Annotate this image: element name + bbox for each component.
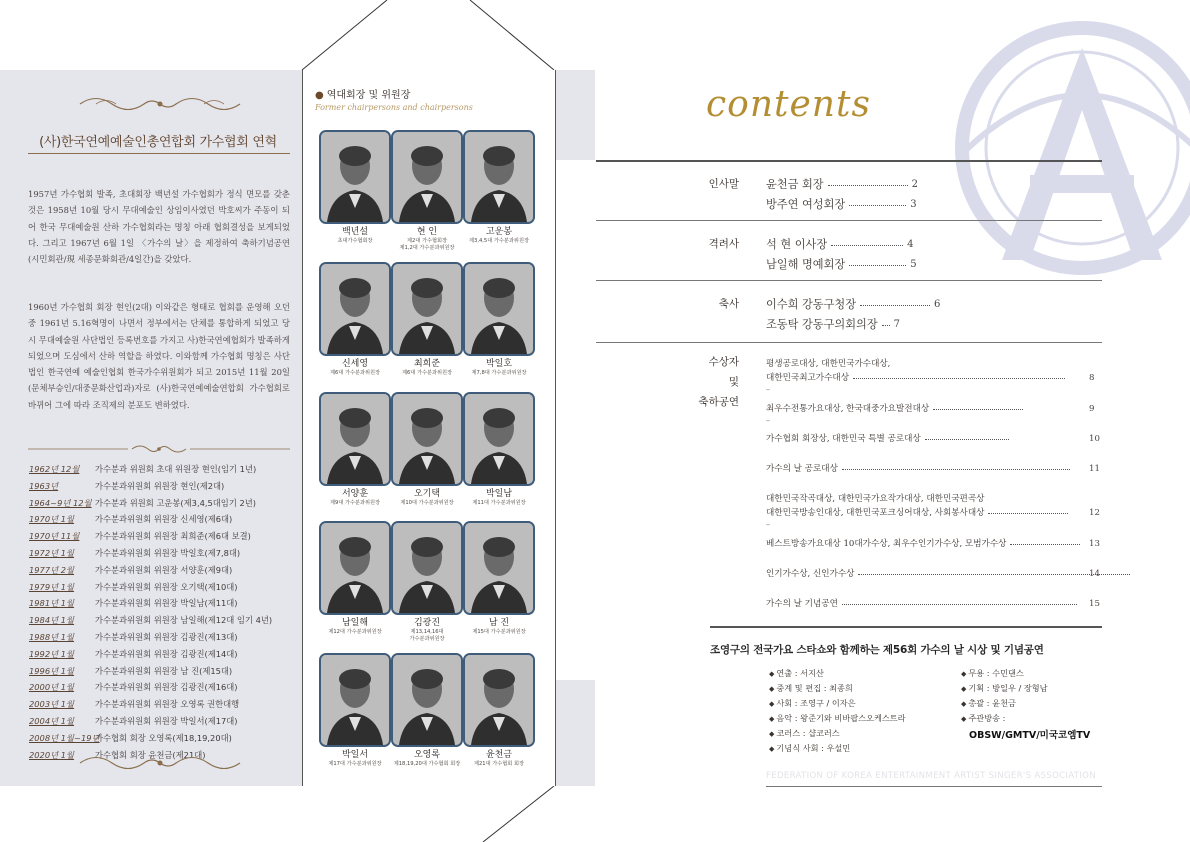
timeline-text: 가수분과위원회 위원장 김광진(제14대) — [95, 648, 238, 659]
chairperson-role: 제9대 가수분과위원장 — [329, 500, 381, 506]
credit-item — [961, 668, 1024, 679]
credit-item — [769, 698, 856, 709]
contents-divider — [710, 626, 1102, 628]
timeline-row — [29, 461, 291, 478]
timeline-row — [29, 545, 291, 562]
chairperson-name: 백년설 — [341, 227, 369, 237]
contents-entry[interactable] — [766, 236, 914, 252]
dot-leader — [828, 185, 908, 186]
timeline-text: 가수분과위원회 위원장 박일남(제11대) — [95, 598, 238, 609]
dot-leader — [853, 378, 1065, 379]
chairperson-name: 오기택 — [413, 489, 441, 499]
timeline-date: 1964~9년 12월 — [29, 497, 92, 508]
broadcaster: OBSW/GMTV/미국코엠TV — [969, 730, 1091, 741]
timeline-text: 가수협회 회장 오영록(제18,19,20대) — [95, 732, 232, 743]
award-text: 베스트방송가요대상 10대가수상, 최우수인기가수상, 모범가수상 — [766, 539, 1007, 549]
contents-entry-text: 이수희 강동구청장 — [766, 298, 857, 311]
timeline-row — [29, 562, 291, 579]
contents-entry[interactable] — [766, 296, 940, 312]
history-title: (사)한국연예예술인총연합회 가수협회 연혁 — [39, 135, 277, 150]
dash-mark: – — [766, 416, 770, 425]
contents-divider — [596, 342, 1102, 343]
chairperson-card — [319, 521, 391, 636]
award-line — [766, 402, 1027, 416]
chairperson-card — [319, 392, 391, 507]
timeline-text: 가수분과 위원회 초대 위원장 현인(임기 1년) — [95, 464, 257, 474]
portrait-photo — [463, 130, 535, 224]
portrait-photo — [319, 392, 391, 486]
timeline-text: 가수분과위원회 위원장 최희준(제6대 보결) — [95, 531, 251, 542]
chairperson-name: 오영록 — [413, 750, 441, 760]
award-text: 대한민국최고가수대상 — [766, 373, 850, 383]
chairpersons-subheading: Former chairpersons and chairpersons — [315, 103, 473, 112]
timeline-text: 가수분과위원회 위원장 현인(제2대) — [95, 480, 225, 491]
dot-leader — [988, 513, 1068, 514]
diamond-bullet-icon: ◆ — [961, 700, 967, 708]
timeline-date: 1992년 1월 — [29, 648, 75, 659]
credit-item — [769, 713, 906, 724]
chairperson-role: 제18,19,20대 가수협회 회장 — [393, 761, 461, 767]
chairperson-name: 박일호 — [485, 359, 513, 369]
contents-page: 6 — [934, 298, 941, 310]
chairperson-role: 제12대 가수분과위원장 — [328, 629, 382, 635]
portrait-photo — [463, 653, 535, 747]
contents-category: 축사 — [718, 298, 739, 310]
portrait-photo — [463, 262, 535, 356]
chairperson-card — [463, 130, 535, 245]
dot-leader — [849, 205, 906, 206]
chairperson-name: 서양훈 — [341, 489, 369, 499]
timeline-row — [29, 511, 291, 528]
timeline-row — [29, 478, 291, 495]
award-line: 평생공로대상, 대한민국가수대상, — [766, 359, 891, 369]
timeline-date: 1979년 1월 — [29, 581, 75, 592]
award-entry[interactable] — [766, 357, 1069, 394]
timeline-date: 1962년 12월 — [29, 464, 80, 474]
award-line — [766, 371, 1069, 385]
diamond-bullet-icon: ◆ — [769, 715, 775, 723]
credit-item — [769, 683, 853, 694]
chairperson-role: 제6대 가수분과위원장 — [401, 370, 453, 376]
award-line — [766, 462, 1074, 476]
dot-leader — [925, 439, 1009, 440]
dot-leader — [831, 245, 903, 246]
timeline-text: 가수분과위원회 위원장 김광진(제16대) — [95, 682, 238, 693]
dot-leader — [1010, 544, 1080, 545]
contents-entry-text: 윤천금 회장 — [766, 178, 824, 191]
award-entry[interactable] — [766, 597, 1081, 611]
timeline-row — [29, 495, 291, 512]
diamond-bullet-icon: ◆ — [769, 685, 775, 693]
credit-item — [961, 698, 1016, 709]
contents-entry-text: 방주연 여성회장 — [766, 198, 846, 211]
award-entry[interactable] — [766, 567, 1134, 581]
contents-entry-text: 남일해 명예회장 — [766, 258, 846, 271]
timeline-text: 가수협회 회장 윤천금(제21대) — [95, 749, 206, 760]
timeline-row — [29, 646, 291, 663]
ornament-bottom — [76, 752, 244, 774]
awards-category — [679, 352, 739, 412]
timeline-date: 1977년 2월 — [29, 564, 75, 575]
dot-leader — [849, 265, 906, 266]
credit-item — [961, 683, 1048, 694]
timeline-row — [29, 612, 291, 629]
credit-text: 총괄 : 윤천금 — [968, 698, 1016, 708]
chairperson-role: 제15대 가수분과위원장 — [472, 629, 526, 635]
chairperson-name: 김광진 — [413, 618, 441, 628]
timeline-date: 1972년 1월 — [29, 548, 75, 558]
contents-divider — [596, 160, 1102, 162]
award-line — [766, 506, 1072, 520]
timeline-text: 가수분과위원회 위원장 오기택(제10대) — [95, 581, 238, 592]
timeline-date: 2003년 1월 — [29, 699, 75, 710]
credit-text: 코러스 : 샵코러스 — [776, 728, 840, 738]
bullet-icon: ● — [315, 90, 324, 101]
timeline-text: 가수분과위원회 위원장 오영록 권한대행 — [95, 699, 240, 710]
award-page: 9 — [1089, 404, 1095, 414]
footer-text: FEDERATION OF KOREA ENTERTAINMENT ARTIST SINGER'S ASSOCIATION — [766, 771, 1096, 781]
timeline-date: 1996년 1월 — [29, 665, 75, 676]
chairperson-role: 제10대 가수분과위원장 — [400, 500, 454, 506]
award-entry[interactable] — [766, 537, 1084, 551]
chairperson-role: 제13,14,16대 — [410, 629, 444, 635]
timeline-text: 가수분과위원회 위원장 박일서(제17대) — [95, 716, 238, 726]
timeline-date: 1984년 1월 — [29, 615, 75, 626]
award-line — [766, 537, 1084, 551]
timeline-date: 2020년 1월 — [29, 749, 75, 760]
chairperson-role: 제2대 가수협회장 — [406, 238, 448, 244]
history-paragraph-1: 1957년 가수협회 발족, 초대회장 백년설 가수협회가 정식 면모를 갖춘 것은 1958년 10월 당시 무대예술인 상임이사였던 박호씨가 주동이 되어 한국 무대예술원 산하 가수협회라는 명칭 아래 협회결성을 보게되었다. 그리고 1967년 6월 1일 〈가수의 날〉을 제정하여 축하기념공연(시민회관/現 세종문화회관/4일간)을 갖았다. — [28, 189, 290, 265]
chairperson-role: 가수분과위원장 — [409, 636, 445, 642]
contents-entry[interactable] — [766, 176, 918, 192]
chairperson-card — [391, 392, 463, 507]
timeline-row — [29, 579, 291, 596]
award-text: 최우수전통가요대상, 한국대중가요발전대상 — [766, 404, 930, 414]
chairperson-name: 박일남 — [485, 489, 513, 499]
award-text: 대한민국방송인대상, 대한민국포크싱어대상, 사회봉사대상 — [766, 508, 985, 518]
diamond-bullet-icon: ◆ — [769, 745, 775, 753]
awards-category-line: 수상자 — [708, 356, 739, 368]
timeline-date: 2008년 1월~19년 — [29, 732, 100, 743]
timeline-row — [29, 629, 291, 646]
title-divider — [28, 153, 290, 154]
award-entry[interactable] — [766, 402, 1027, 425]
timeline-row — [29, 679, 291, 696]
portrait-photo — [391, 262, 463, 356]
award-page: 11 — [1089, 464, 1100, 474]
contents-page: 3 — [910, 198, 917, 210]
contents-page: 5 — [910, 258, 917, 270]
award-text: 가수협회 회장상, 대한민국 특별 공로대상 — [766, 434, 921, 444]
contents-entry[interactable] — [766, 316, 900, 332]
award-page: 10 — [1089, 434, 1100, 444]
portrait-photo — [391, 392, 463, 486]
timeline-text: 가수분과 위원회 고운봉(제3,4,5대임기 2년) — [95, 497, 256, 508]
chairperson-role: 제7,8대 가수분과위원장 — [471, 370, 527, 376]
contents-entry-text: 석 현 이사장 — [766, 238, 828, 251]
timeline-date: 1970년 1월 — [29, 514, 75, 525]
chairperson-role: 제1,2대 가수분과위원장 — [399, 245, 455, 251]
dot-leader — [882, 325, 890, 326]
diamond-bullet-icon: ◆ — [961, 670, 967, 678]
credit-item — [961, 713, 1005, 724]
diamond-bullet-icon: ◆ — [769, 670, 775, 678]
contents-title: contents — [706, 84, 871, 125]
chairpersons-heading — [315, 86, 410, 101]
chairperson-name: 고운봉 — [485, 227, 513, 237]
timeline-date: 2000년 1월 — [29, 682, 75, 693]
award-line — [766, 567, 1134, 581]
chairperson-card — [463, 392, 535, 507]
timeline-text: 가수분과위원회 위원장 남 진(제15대) — [95, 665, 233, 676]
timeline-row — [29, 696, 291, 713]
portrait-photo — [391, 521, 463, 615]
award-text: 가수의 날 공로대상 — [766, 464, 838, 474]
chairperson-name: 박일서 — [341, 750, 369, 760]
timeline-date: 2004년 1월 — [29, 716, 75, 726]
credit-item — [769, 728, 840, 739]
award-page: 13 — [1089, 539, 1100, 549]
portrait-photo — [463, 521, 535, 615]
ornament-divider — [28, 442, 290, 456]
timeline-text: 가수분과위원회 위원장 신세영(제6대) — [95, 514, 233, 525]
credit-text: 기획 : 방일우 / 장형남 — [968, 683, 1048, 693]
awards-category-line: 및 — [728, 376, 739, 388]
credit-text: 연출 : 서지산 — [776, 668, 824, 678]
contents-entry[interactable] — [766, 256, 917, 272]
award-page: 8 — [1089, 373, 1095, 383]
award-page: 15 — [1089, 599, 1100, 609]
credit-text: 중계 및 편집 : 최종희 — [776, 683, 853, 693]
contents-entry-text: 조동탁 강동구의회의장 — [766, 318, 878, 331]
contents-entry[interactable] — [766, 196, 917, 212]
chairperson-card — [319, 130, 391, 245]
contents-divider — [596, 280, 1102, 281]
chairperson-name: 현 인 — [416, 227, 438, 237]
contents-category: 격려사 — [708, 238, 739, 250]
timeline-text: 가수분과위원회 위원장 서양훈(제9대) — [95, 564, 233, 575]
chairperson-card — [463, 262, 535, 377]
dot-leader — [860, 305, 930, 306]
timeline-row — [29, 528, 291, 545]
credit-text: 주관방송 : — [968, 713, 1006, 723]
history-paragraph-2: 1960년 가수협회 회장 현인(2대) 이와같은 형태로 협회를 운영해 오던 중 1961년 5.16혁명이 나면서 정부에서는 단체를 통합하게 되었고 당시 무대예술원 사단법인 등록번호를 가지고 사)한국연예협회가 발족하게 되었으며 도심에서 산하 역할을 하였다. 이와함께 가수협회 명칭은 사단법인 한국연예 예술인협회 한국가수위원회가 되고 2015년 11월 20일(문체부승인/대중문화산업과)자로 (사)한국연예예술연합회 가수협회로 바뀌어 그에 따라 조직제의 분포도 변하였다. — [28, 302, 290, 410]
dot-leader — [842, 469, 1070, 470]
chairperson-name: 윤천금 — [485, 750, 513, 760]
chairperson-card — [463, 521, 535, 636]
chairperson-card — [391, 262, 463, 377]
timeline-date: 1963년 — [29, 480, 59, 491]
award-text: 인기가수상, 신인가수상 — [766, 569, 855, 579]
chairperson-name: 남 진 — [488, 618, 510, 628]
award-page: 14 — [1089, 569, 1100, 579]
portrait-photo — [391, 130, 463, 224]
chairperson-role: 제6대 가수분과위원장 — [329, 370, 381, 376]
chairperson-card — [391, 130, 463, 252]
credit-text: 음악 : 왕준기와 비바팝스오케스트라 — [776, 713, 906, 723]
dot-leader — [933, 409, 1023, 410]
award-line — [766, 597, 1081, 611]
chairperson-name: 남일해 — [341, 618, 369, 628]
diamond-bullet-icon: ◆ — [769, 730, 775, 738]
credit-item — [769, 668, 824, 679]
chairperson-name: 최희준 — [413, 359, 441, 369]
portrait-photo — [319, 521, 391, 615]
timeline-text: 가수분과위원회 위원장 박일호(제7,8대) — [95, 548, 241, 558]
diamond-bullet-icon: ◆ — [961, 715, 967, 723]
chairperson-role: 제21대 가수협회 회장 — [474, 761, 524, 767]
contents-page: 7 — [893, 318, 901, 330]
diamond-bullet-icon: ◆ — [961, 685, 967, 693]
footer-divider — [766, 786, 1102, 787]
portrait-photo — [319, 653, 391, 747]
award-entry[interactable] — [766, 432, 1013, 446]
awards-category-line: 축하공연 — [698, 396, 739, 408]
award-page: 12 — [1089, 508, 1100, 518]
dash-mark: – — [766, 385, 770, 394]
award-line — [766, 432, 1013, 446]
award-line: 대한민국작곡대상, 대한민국가요작가대상, 대한민국편곡상 — [766, 494, 985, 504]
award-entry[interactable] — [766, 462, 1074, 476]
chairperson-card — [319, 653, 391, 768]
portrait-photo — [319, 262, 391, 356]
timeline-row — [29, 595, 291, 612]
chairperson-role: 제17대 가수분과위원장 — [328, 761, 382, 767]
credit-text: 무용 : 수민댄스 — [968, 668, 1024, 678]
timeline-row — [29, 730, 291, 747]
chairperson-card — [319, 262, 391, 377]
chairperson-role: 제11대 가수분과위원장 — [472, 500, 526, 506]
credit-text: 사회 : 조영구 / 이자은 — [776, 698, 856, 708]
chairperson-name: 신세영 — [341, 359, 369, 369]
ornament-top — [76, 93, 244, 115]
credit-text: 기념식 사회 : 우설민 — [776, 743, 851, 753]
contents-page: 4 — [907, 238, 914, 250]
chairpersons-heading-text: 역대회장 및 위원장 — [326, 90, 411, 101]
credit-item — [769, 743, 850, 754]
award-entry[interactable] — [766, 492, 1072, 529]
award-text: 가수의 날 기념공연 — [766, 599, 838, 609]
contents-divider — [596, 220, 1102, 221]
chairperson-card — [463, 653, 535, 768]
chairperson-card — [391, 521, 463, 643]
portrait-photo — [391, 653, 463, 747]
timeline-text: 가수분과위원회 위원장 김광진(제13대) — [95, 632, 238, 642]
timeline-date: 1988년 1월 — [29, 632, 75, 642]
dash-mark: – — [766, 520, 770, 529]
chairperson-role: 제3,4,5대 가수분과위원장 — [469, 238, 529, 244]
dot-leader — [842, 604, 1077, 605]
timeline-text: 가수분과위원회 위원장 남일해(제12대 임기 4년) — [95, 615, 273, 626]
diamond-bullet-icon: ◆ — [769, 700, 775, 708]
chairperson-card — [391, 653, 463, 768]
portrait-photo — [463, 392, 535, 486]
contents-category: 인사말 — [708, 178, 739, 190]
timeline-date: 1970년 11월 — [29, 531, 80, 542]
timeline-row — [29, 663, 291, 680]
timeline-date: 1981년 1월 — [29, 598, 75, 609]
contents-page: 2 — [911, 178, 918, 190]
timeline-row — [29, 713, 291, 730]
chairperson-role: 초대가수협회장 — [337, 238, 373, 244]
event-title: 조영구의 전국가요 스타쇼와 함께하는 제56회 가수의 날 시상 및 기념공연 — [710, 644, 1044, 656]
portrait-photo — [319, 130, 391, 224]
